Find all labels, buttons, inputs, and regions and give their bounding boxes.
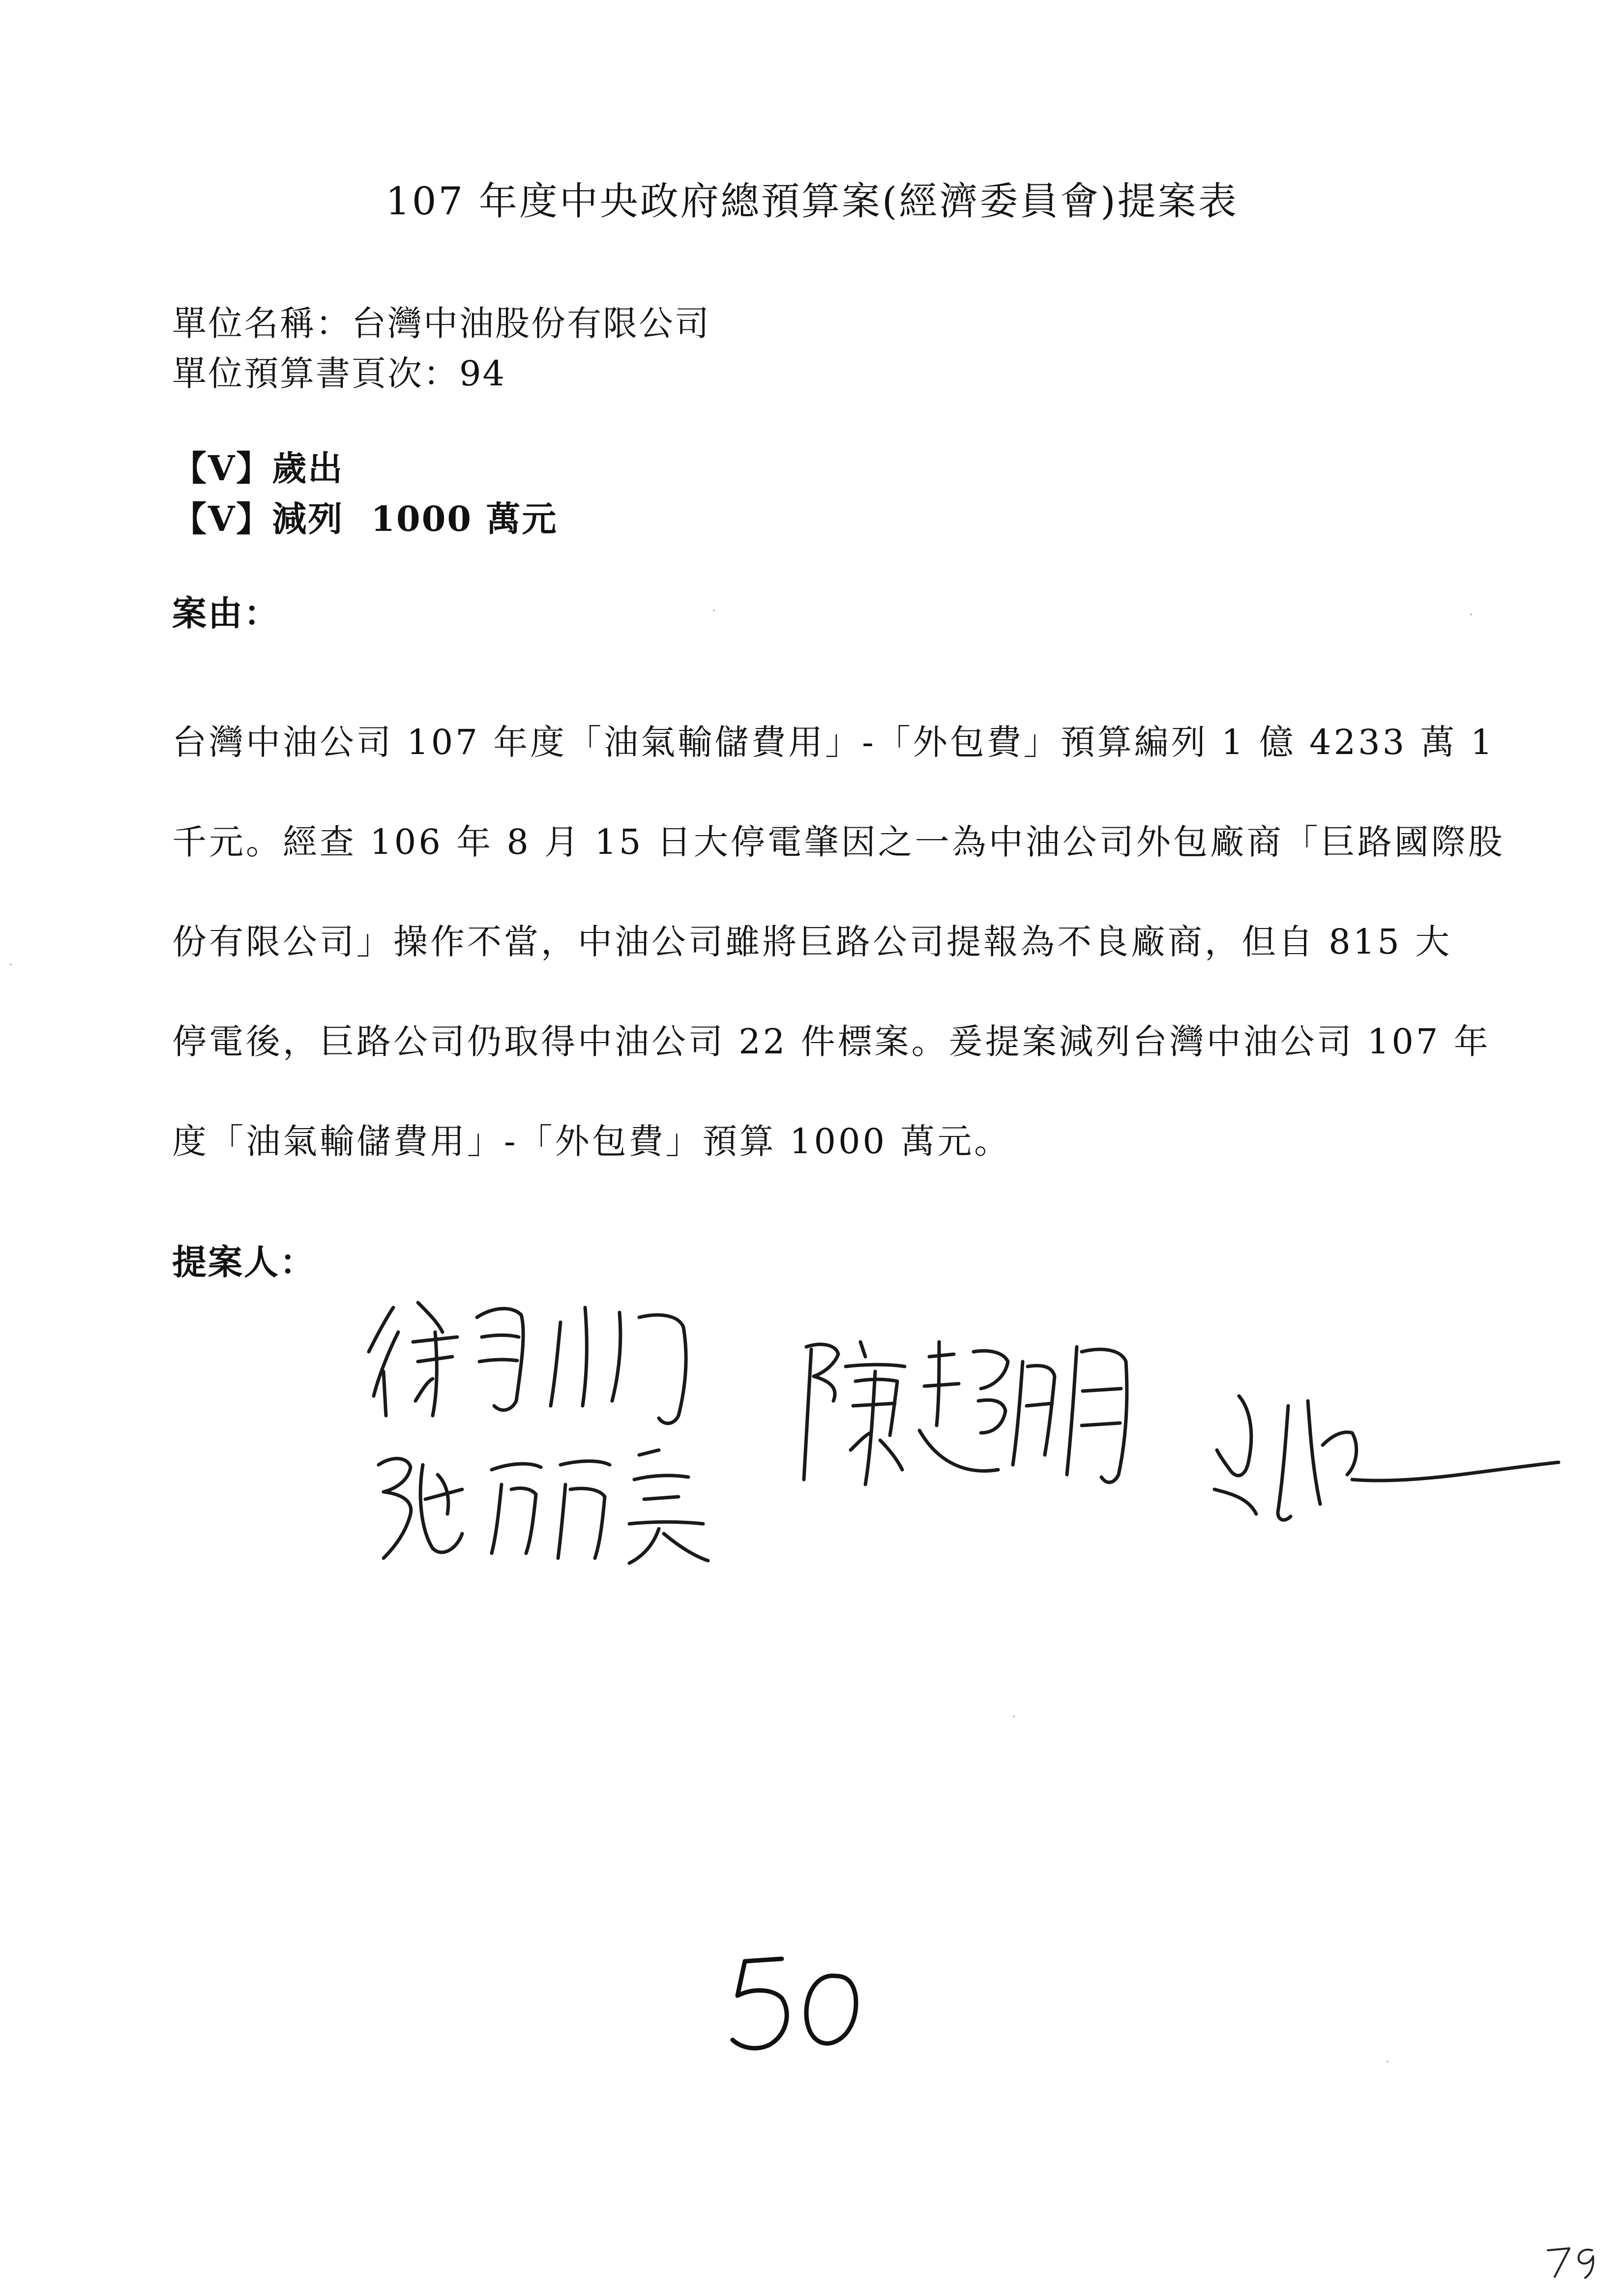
budget-page-value: 94 xyxy=(459,353,506,394)
page-title: 107 年度中央政府總預算案(經濟委員會)提案表 xyxy=(385,179,1239,224)
budget-page-label: 單位預算書頁次： xyxy=(172,353,459,394)
checkbox-mark: 【V】 xyxy=(172,448,272,489)
checkbox-row-expenditure xyxy=(172,445,344,492)
signature-4 xyxy=(1205,1376,1568,1534)
reason-line: 台灣中油公司 107 年度「油氣輸儲費用」-「外包費」預算編列 1 億 4233 萬 1 xyxy=(172,722,1495,762)
checkbox-row-reduction xyxy=(172,495,558,543)
unit-name-row xyxy=(172,300,710,347)
reason-line: 份有限公司」操作不當，中油公司雖將巨路公司提報為不良廠商，但自 815 大 xyxy=(172,922,1452,962)
reason-line: 度「油氣輸儲費用」-「外包費」預算 1000 萬元。 xyxy=(172,1121,1011,1162)
reason-line: 停電後，巨路公司仍取得中油公司 22 件標案。爰提案減列台灣中油公司 107 年 xyxy=(172,1021,1491,1062)
signature-2 xyxy=(364,1435,718,1573)
expenditure-label: 歲出 xyxy=(272,448,344,489)
unit-name-value: 台灣中油股份有限公司 xyxy=(352,303,710,344)
budget-page-row xyxy=(172,350,506,397)
handwritten-number xyxy=(718,1947,870,2060)
reason-label: 案由： xyxy=(172,593,280,634)
unit-name-label: 單位名稱： xyxy=(172,303,352,344)
scan-speck xyxy=(713,610,715,611)
checkbox-mark: 【V】 xyxy=(172,498,272,539)
scan-speck xyxy=(1387,2061,1388,2063)
proposer-label: 提案人： xyxy=(172,1242,316,1282)
reduction-label: 減列 xyxy=(272,498,344,539)
reduction-amount: 1000 萬元 xyxy=(371,498,558,539)
reason-line: 千元。經查 106 年 8 月 15 日大停電肇因之一為中油公司外包廠商「巨路國際股 xyxy=(172,822,1505,862)
signature-3 xyxy=(792,1327,1146,1494)
scan-speck xyxy=(1470,613,1472,615)
signature-1 xyxy=(364,1288,698,1435)
page-number xyxy=(1544,2241,1603,2281)
scan-speck xyxy=(1013,1715,1015,1717)
scan-speck xyxy=(10,963,12,965)
